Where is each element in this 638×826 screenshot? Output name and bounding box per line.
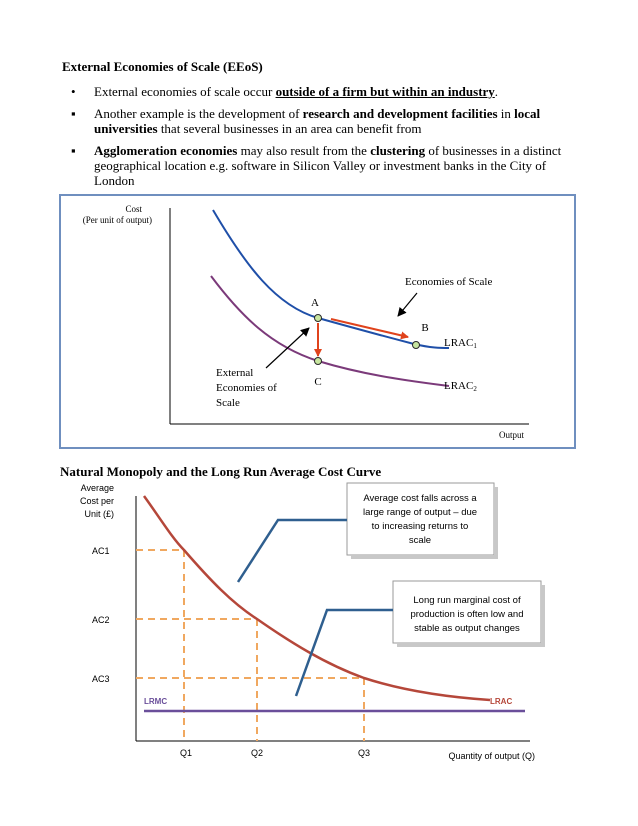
point-c-label: C (314, 376, 322, 388)
callout1-line2: large range of output – due (362, 507, 478, 518)
tick-q3: Q3 (357, 748, 371, 758)
point-a-label: A (311, 297, 319, 309)
chart1-xlabel: Output (498, 430, 524, 440)
bullet-marker: ▪ (71, 106, 76, 121)
callout1-line3: to increasing returns to (371, 521, 469, 532)
bullet-item-1 (60, 84, 580, 99)
point-a-marker (315, 315, 322, 322)
tick-q1: Q1 (179, 748, 193, 758)
callout1-line4: scale (408, 535, 432, 546)
eeos-label-line3: Scale (216, 397, 240, 409)
bullet-text-bold: research and development facilities (302, 106, 498, 121)
tick-ac1: AC1 (92, 546, 110, 556)
eeos-label-line1: External (216, 367, 254, 379)
economies-arrow (331, 319, 408, 337)
section1-heading: External Economies of Scale (EEoS) (62, 59, 263, 74)
callout-shadow (541, 585, 545, 647)
tick-q2: Q2 (250, 748, 264, 758)
lrac2-label: LRAC2 (444, 380, 477, 393)
callout-shadow (397, 643, 545, 647)
eeos-diagram-frame (59, 194, 576, 449)
chart1-ylabel-line1: Cost (125, 204, 142, 214)
bullet-text: External economies of scale occur (94, 84, 276, 99)
bullet-text-underlined: outside of a firm but within an industry (275, 84, 495, 99)
lrac-label: LRAC (490, 697, 513, 706)
callout1-pointer (238, 520, 347, 582)
callout2-line3: stable as output changes (414, 623, 520, 634)
callout-shadow (494, 487, 498, 559)
chart2-xlabel: Quantity of output (Q) (448, 751, 535, 761)
bullet-text-bold: clustering (370, 143, 426, 158)
bullet-marker: • (71, 84, 76, 99)
tick-ac3: AC3 (92, 674, 110, 684)
economies-of-scale-label: Economies of Scale (405, 276, 493, 288)
callout2-line2: production is often low and (410, 609, 524, 620)
eeos-diagram (61, 196, 574, 447)
bullet-item-2 (60, 106, 580, 136)
tick-ac2: AC2 (92, 615, 110, 625)
chart2-ylabel-line2: Cost per (79, 496, 114, 506)
eeos-pointer-arrow (266, 328, 309, 368)
bullet-text: Another example is the development of (94, 106, 303, 121)
eeos-label-line2: Economies of (216, 382, 277, 394)
callout-shadow (351, 555, 498, 559)
chart2-ylabel-line1: Average (80, 483, 114, 493)
chart1-ylabel-line2: (Per unit of output) (82, 215, 152, 225)
chart2-ylabel-line3: Unit (£) (84, 509, 114, 519)
bullet-text: may also result from the (237, 143, 371, 158)
callout1-line1: Average cost falls across a (363, 493, 477, 504)
point-c-marker (315, 358, 322, 365)
point-b-label: B (421, 322, 429, 334)
lrmc-label: LRMC (144, 697, 168, 706)
bullet-text-bold: local universities (94, 106, 541, 136)
lrac1-label: LRAC1 (444, 337, 477, 350)
section2-heading: Natural Monopoly and the Long Run Average Cost Curve (60, 464, 382, 479)
bullet-item-3 (60, 143, 580, 188)
callout2-line1: Long run marginal cost of (413, 595, 521, 606)
eeos-bullet-list (60, 84, 580, 195)
eos-pointer-arrow (398, 293, 417, 316)
bullet-text-bold: Agglomeration economies (94, 143, 238, 158)
bullet-text: . (494, 84, 499, 99)
bullet-text: of businesses in a distinct geographical location e.g. software in Silicon Valley or investment banks in the City of London (94, 143, 562, 188)
natural-monopoly-diagram (60, 478, 580, 768)
point-b-marker (413, 342, 420, 349)
bullet-marker: ▪ (71, 143, 76, 158)
bullet-text: that several businesses in an area can benefit from (157, 121, 422, 136)
chart2-guide-lines (136, 550, 364, 741)
bullet-text: in (497, 106, 515, 121)
